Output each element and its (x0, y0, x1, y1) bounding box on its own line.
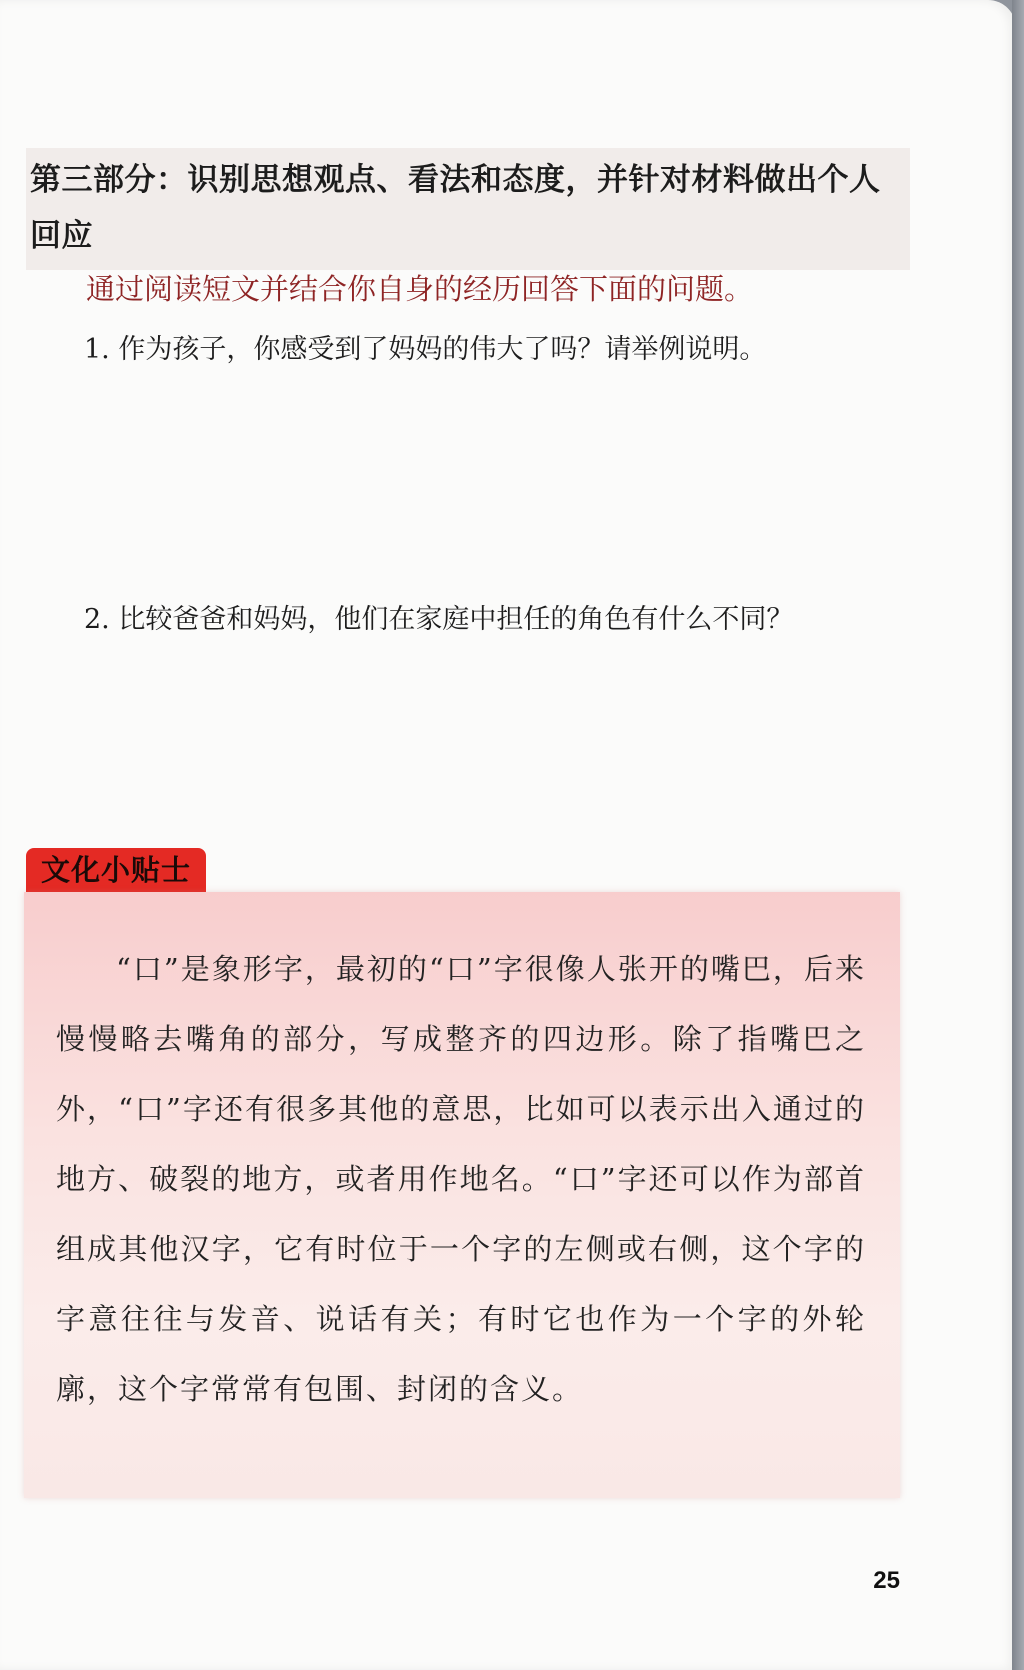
answer-space-1 (84, 380, 904, 570)
section-heading: 第三部分：识别思想观点、看法和态度，并针对材料做出个人回应 (26, 148, 910, 270)
page-number: 25 (873, 1567, 900, 1594)
culture-tip-text: “口”是象形字，最初的“口”字很像人张开的嘴巴，后来慢慢略去嘴角的部分，写成整齐的四边形。除了指嘴巴之外，“口”字还有很多其他的意思，比如可以表示出入通过的地方、破裂的地方，或者用作地名。“口”字还可以作为部首组成其他汉字，它有时位于一个字的左侧或右侧，这个字的字意往往与发音、说话有关；有时它也作为一个字的外轮廓，这个字常常有包围、封闭的含义。 (56, 952, 866, 1406)
culture-tip-tab: 文化小贴士 (26, 848, 206, 892)
page-edge (1012, 0, 1024, 1670)
instruction-text: 通过阅读短文并结合你自身的经历回答下面的问题。 (86, 272, 754, 306)
question-1: 1. 作为孩子，你感受到了妈妈的伟大了吗？请举例说明。 (84, 334, 767, 365)
answer-space-2 (84, 650, 904, 820)
question-2: 2. 比较爸爸和妈妈，他们在家庭中担任的角色有什么不同？ (84, 604, 794, 635)
